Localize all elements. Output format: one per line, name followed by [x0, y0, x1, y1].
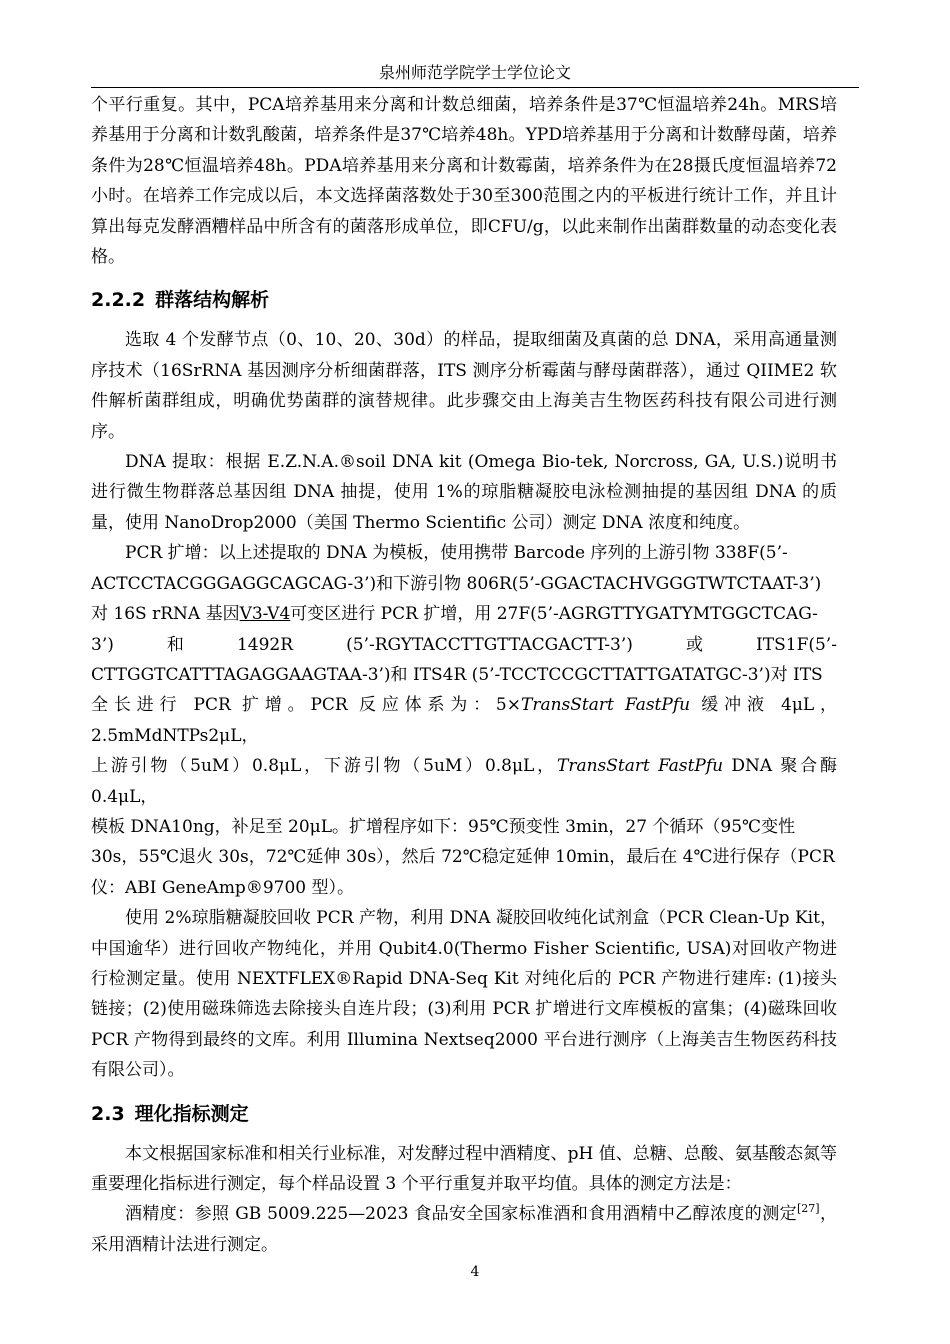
pcr-token: 或 [685, 634, 703, 655]
pcr-line: 30s，55℃退火 30s，72℃延伸 30s），然后 72℃稳定延伸 10min，最后在 4℃进行保存（PCR [91, 847, 835, 868]
page-number: 4 [470, 1264, 480, 1280]
reagent-name: TransStart FastPfu [557, 756, 724, 777]
pcr-token: 1492R [236, 634, 294, 655]
paragraph-alcohol-content [91, 1199, 837, 1260]
pcr-text: 全长进行 PCR 扩增。PCR 反应体系为：5× [91, 695, 521, 716]
paragraph-culture-conditions: 个平行重复。其中，PCA培养基用来分离和计数总细菌，培养条件是37℃恒温培养24h。MRS培养基用于分离和计数乳酸菌，培养条件是37℃培养48h。YPD培养基用于分离和计数酵母菌，培养条件为28℃恒温培养48h。PDA培养基用来分离和计数霉菌，培养条件为在28摄氏度恒温培养72小时。在培养工作完成以后，本文选择菌落数处于30至300范围之内的平板进行统计工作，并且计算出每克发酵酒糟样品中所含有的菌落形成单位，即CFU/g，以此来制作出菌群数量的动态变化表格。 [91, 95, 837, 268]
section-number: 2.2.2 [91, 289, 146, 312]
paragraph-dna-extraction: DNA 提取：根据 E.Z.N.A.®soil DNA kit (Omega Bio-tek, Norcross, GA, U.S.)说明书进行微生物群落总基因组 DNA 抽提，使用 1%的琼脂糖凝胶电泳检测抽提的基因组 DNA 的质量，使用 NanoDrop2000（美国 Thermo Scientific 公司）测定 DNA 浓度和纯度。 [91, 452, 837, 533]
citation: [27] [797, 1202, 820, 1216]
paragraph-library-prep: 使用 2%琼脂糖凝胶回收 PCR 产物，利用 DNA 凝胶回收纯化试剂盒（PCR Clean-Up Kit，中国逾华）进行回收产物纯化，并用 Qubit4.0(Thermo Fisher Scientific, USA)对回收产物进行检测定量。使用 NEXTFLEX®Rapid DNA-Seq Kit 对纯化后的 PCR 产物进行建库: (1)接头链接；(2)使用磁珠筛选去除接头自连片段；(3)利用 PCR 扩增进行文库模板的富集；(4)磁珠回收 PCR 产物得到最终的文库。利用 Illumina Nextseq2000 平台进行测序（上海美吉生物医药科技有限公司）。 [91, 908, 838, 1081]
paragraph-pcr-amplification [91, 538, 837, 903]
paragraph-physicochemical: 本文根据国家标准和相关行业标准，对发酵过程中酒精度、pH 值、总糖、总酸、氨基酸态氮等重要理化指标进行测定，每个样品设置 3 个平行重复并取平均值。具体的测定方法是： [91, 1143, 837, 1194]
pcr-line: 仪：ABI GeneAmp®9700 型）。 [91, 877, 354, 898]
pcr-line: PCR 扩增：以上述提取的 DNA 为模板，使用携带 Barcode 序列的上游引物 338F(5’- [125, 543, 788, 564]
pcr-token: (5’-RGYTACCTTGTTACGACTT-3’) [346, 634, 633, 655]
pcr-line: 模板 DNA10ng，补足至 20μL。扩增程序如下：95℃预变性 3min，27 个循环（95℃变性 [91, 816, 796, 837]
pcr-token: ITS1F(5’- [756, 634, 837, 655]
pcr-token: 3’) [91, 634, 114, 655]
underlined-region: V3-V4 [239, 604, 291, 625]
section-title: 理化指标测定 [134, 1102, 249, 1125]
header-divider [91, 87, 859, 88]
section-title: 群落结构解析 [155, 289, 270, 312]
pcr-line-justified [91, 630, 837, 660]
pcr-text: 可变区进行 PCR 扩增，用 27F(5’-AGRGTTYGATYMTGGCTCAG- [290, 604, 818, 625]
section-heading-2-3 [91, 1099, 837, 1129]
pcr-text: 对 16S rRNA 基因 [91, 604, 240, 625]
page-body [91, 90, 837, 1260]
alcohol-text: 酒精度：参照 GB 5009.225—2023 食品安全国家标准酒和食用酒精中乙醇浓度的测定 [125, 1204, 797, 1225]
running-header: 泉州师范学院学士学位论文 [378, 63, 571, 82]
pcr-line: ACTCCTACGGGAGGCAGCAG-3’)和下游引物 806R(5’-GGACTACHVGGGTWTCTAAT-3’) [91, 573, 822, 594]
pcr-text: 缓冲液 4μL，2.5mMdNTPs2μL， [91, 695, 837, 746]
pcr-text: DNA 聚合酶 0.4μL， [91, 756, 837, 807]
reagent-name: TransStart FastPfu [520, 695, 691, 716]
pcr-token: 和 [166, 634, 184, 655]
pcr-text: 上游引物（5uM）0.8μL，下游引物（5uM）0.8μL， [91, 756, 557, 777]
alcohol-text-tail: ，采用酒精计法进行测定。 [91, 1204, 837, 1255]
section-number: 2.3 [91, 1102, 125, 1125]
pcr-line: CTTGGTCATTTAGAGGAAGTAA-3’)和 ITS4R (5’-TCCTCCGCTTATTGATATGC-3’)对 ITS [91, 664, 823, 685]
section-heading-2-2-2 [91, 285, 837, 315]
paragraph-sampling: 选取 4 个发酵节点（0、10、20、30d）的样品，提取细菌及真菌的总 DNA，采用高通量测序技术（16SrRNA 基因测序分析细菌群落，ITS 测序分析霉菌与酵母菌群落），通过 QIIME2 软件解析菌群组成，明确优势菌群的演替规律。此步骤交由上海美吉生物医药科技有限公司进行测序。 [91, 330, 837, 442]
